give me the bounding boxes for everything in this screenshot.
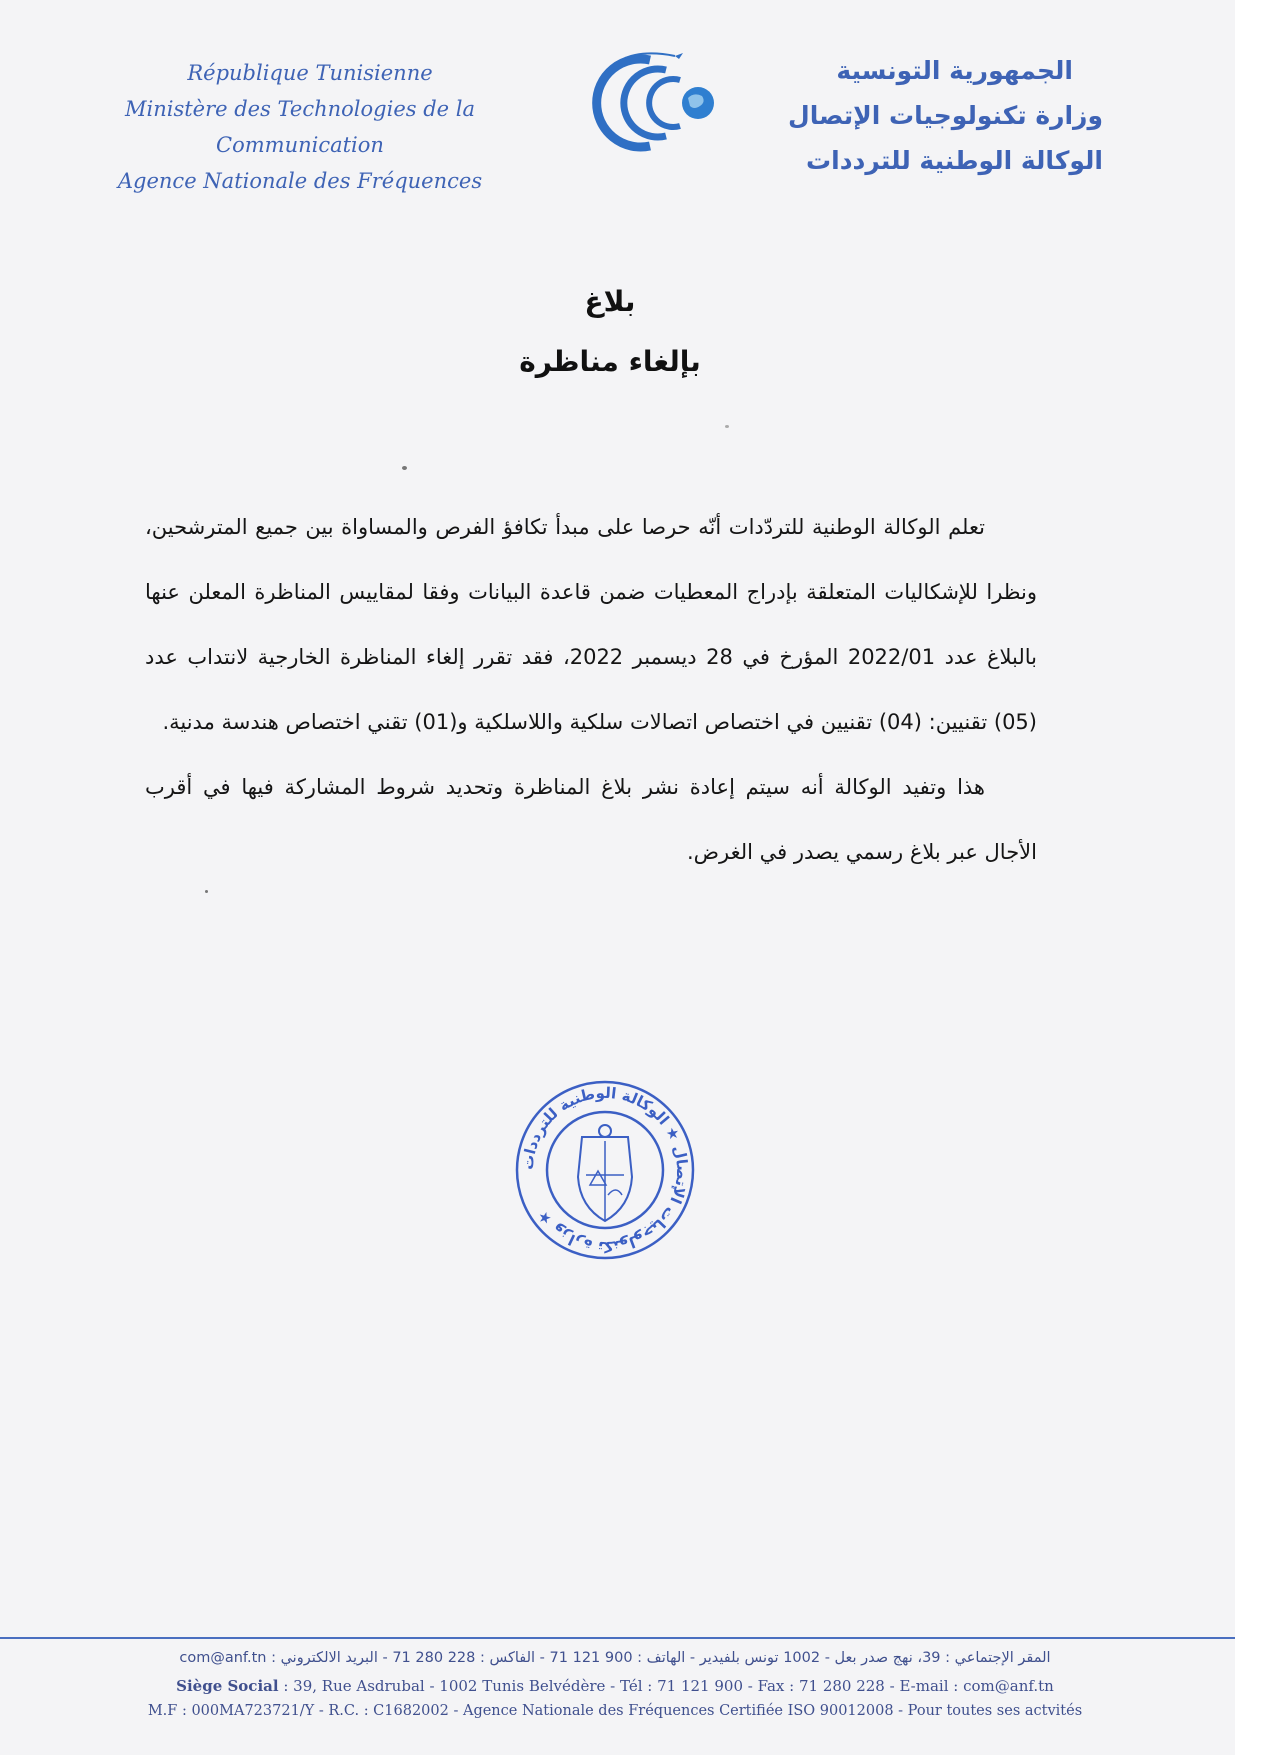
document-body — [145, 495, 1037, 885]
header-arabic — [763, 48, 1103, 183]
scan-speck — [725, 425, 729, 428]
footer-siege-text: : 39, Rue Asdrubal - 1002 Tunis Belvédère - Tél : 71 121 900 - Fax : 71 280 228 - E-mail : com@anf.tn — [278, 1677, 1054, 1695]
footer-address-arabic: المقر الإجتماعي : 39، نهج صدر بعل - 1002 تونس بلفيدير - الهاتف : 900 121 71 - الفاكس : 228 280 71 - البريد الالكتروني : com@anf.tn — [179, 1650, 1051, 1666]
header-french — [40, 55, 560, 199]
header-ar-republic: الجمهورية التونسية — [836, 56, 1073, 85]
document-subtitle: بإلغاء مناظرة — [519, 345, 701, 378]
footer-divider — [0, 1637, 1235, 1639]
scan-speck — [205, 890, 208, 893]
page-edge — [1235, 0, 1273, 1755]
header-ar-agency: الوكالة الوطنية للترددات — [806, 146, 1103, 175]
footer-registration: M.F : 000MA723721/Y - R.C. : C1682002 - Agence Nationale des Fréquences Certifiée ISO 90012008 - Pour toutes ses actvités — [147, 1703, 1083, 1719]
body-paragraph-1: تعلم الوكالة الوطنية للتردّدات أنّه حرصا على مبدأ تكافؤ الفرص والمساواة بين جميع المترشحين، ونظرا للإشكاليات المتعلقة بإدراج المعطيات ضمن قاعدة البيانات وفقا لمقاييس المناظرة المعلن عنها بالبلاغ عدد 2022/01 المؤرخ في 28 ديسمبر 2022، فقد تقرر إلغاء المناظرة الخارجية لانتداب عدد (05) تقنيين: (04) تقنيين في اختصاص اتصالات سلكية واللاسلكية و(01) تقني اختصاص هندسة مدنية. — [145, 515, 1037, 734]
footer-siege-label: Siège Social — [176, 1677, 279, 1695]
document-title: بلاغ — [584, 285, 636, 318]
header-fr-agency: Agence Nationale des Fréquences — [117, 169, 483, 193]
header-fr-ministry: Ministère des Technologies de la Communication — [124, 97, 475, 157]
header-fr-republic: République Tunisienne — [187, 61, 433, 85]
stamp-text: وزارة تكنولوجيات الإتصال ★ الوكالة الوطنية للترددات ★ — [518, 1083, 692, 1257]
footer-address-french — [90, 1677, 1140, 1695]
official-stamp-icon — [510, 1075, 700, 1265]
body-paragraph-2: هذا وتفيد الوكالة أنه سيتم إعادة نشر بلاغ المناظرة وتحديد شروط المشاركة فيها في أقرب الأجال عبر بلاغ رسمي يصدر في الغرض. — [145, 775, 1037, 864]
scan-speck — [402, 466, 407, 470]
header-ar-ministry: وزارة تكنولوجيات الإتصال — [788, 101, 1103, 130]
agency-logo-icon — [580, 48, 740, 158]
